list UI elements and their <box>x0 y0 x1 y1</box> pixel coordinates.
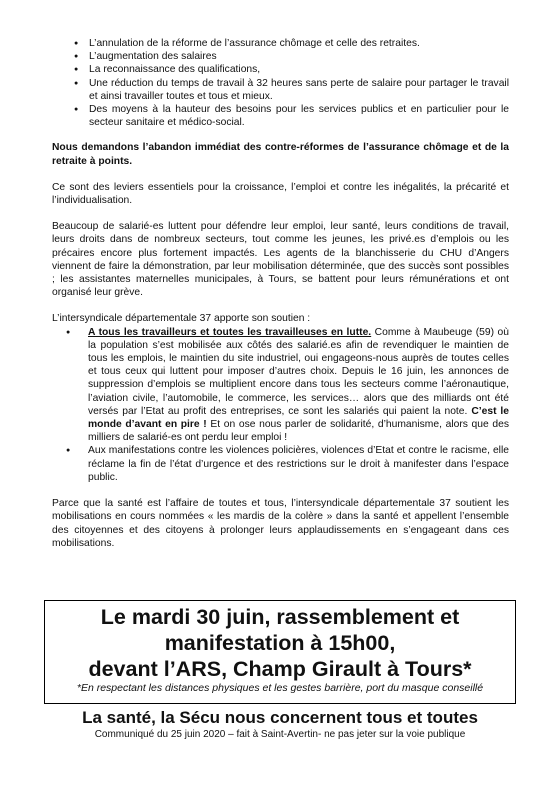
demand-item: ● La reconnaissance des qualifications, <box>52 63 509 76</box>
demand-item: ● L’annulation de la réforme de l’assurance chômage et celle des retraites. <box>52 37 509 50</box>
notice-line-place: devant l’ARS, Champ Girault à Tours* <box>88 657 472 681</box>
notice-footnote: *En respectant les distances physiques et les gestes barrière, port du masque conseillé <box>76 682 484 694</box>
support-item-workers <box>52 326 509 445</box>
demands-list <box>52 37 509 129</box>
bold-demand: Nous demandons l’abandon immédiat des contre-réformes de l’assurance chômage et de la retraite à points. <box>52 142 509 167</box>
demand-item: ● Des moyens à la hauteur des besoins pour les services publics et en particulier pour le secteur sanitaire et médico-social. <box>52 103 509 129</box>
notice-line-date: Le mardi 30 juin, rassemblement et <box>100 605 460 629</box>
document-body <box>52 37 509 550</box>
support-emphasis: C’est le monde d’avant en pire ! <box>88 405 509 431</box>
support-text: Comme à Maubeuge (59) où la population s’est mobilisée aux côtés des salarié.es afin de revendiquer le maintien de tous les emplois, le maintien du site industriel, oui engageons-nous auprès de toutes celles et tous ceux qui luttent pour imposer d’autres choix. Depuis le 16 juin, les annonces de suppression d’emplois se multiplient encore dans tous les secteurs comme l’aéronautique, l’aviation civile, l’automobile, le commerce, les services… alors que des milliards ont été versés par l’Etat au profit des entreprises, ce sont les salariés qui paient la note. <box>88 326 509 417</box>
demand-item: ● L’augmentation des salaires <box>52 50 509 63</box>
notice-line-time: manifestation à 15h00, <box>164 631 396 655</box>
support-list <box>52 326 509 484</box>
support-item-demonstrations: ● Aux manifestations contre les violences policières, violences d’Etat et contre le racisme, elle réclame la fin de l’état d’urgence et des restrictions sur le droit à manifester dans l’espace public. <box>52 444 509 484</box>
paragraph-mobilisation: Parce que la santé est l’affaire de toutes et tous, l’intersyndicale départementale 37 soutient les mobilisations en cours nommées « les mardis de la colère » dans la santé et appellent l’ensemble des citoyennes et des citoyens à prolonger leurs applaudissements en s’engageant dans ces mobilisations. <box>52 498 509 549</box>
support-lead: A tous les travailleurs et toutes les travailleuses en lutte. <box>88 326 372 338</box>
rally-notice-box <box>44 600 516 704</box>
support-tail: Et on ose nous parler de solidarité, d’humanisme, alors que des milliers de salarié-es ont perdu leur emploi ! <box>88 419 509 444</box>
footer-note: Communiqué du 25 juin 2020 – fait à Saint-Avertin- ne pas jeter sur la voie publique <box>94 729 466 740</box>
paragraph-workers: Beaucoup de salarié-es luttent pour défendre leur emploi, leur santé, leurs conditions de travail, leurs droits dans de nombreux secteurs, tout comme les jeunes, les privé.es d’emplois ou les précaires encore plus fortement impactés. Les agents de la blanchisserie du CHU d’Angers viennent de faire la démonstration, par leur mobilisation déterminée, que des succès sont possibles ; les assistantes maternelles municipales, à Tours, se battent pour leurs rémunérations et ont organisé leur grève. <box>52 221 509 299</box>
paragraph-support: L’intersyndicale départementale 37 apporte son soutien : <box>52 313 311 325</box>
slogan: La santé, la Sécu nous concernent tous et toutes <box>82 708 478 727</box>
paragraph-levers: Ce sont des leviers essentiels pour la croissance, l’emploi et contre les inégalités, la précarité et l’individualisation. <box>52 181 509 207</box>
demand-item: ● Une réduction du temps de travail à 32 heures sans perte de salaire pour partager le travail et ainsi travailler toutes et tous et mieux. <box>52 77 509 103</box>
